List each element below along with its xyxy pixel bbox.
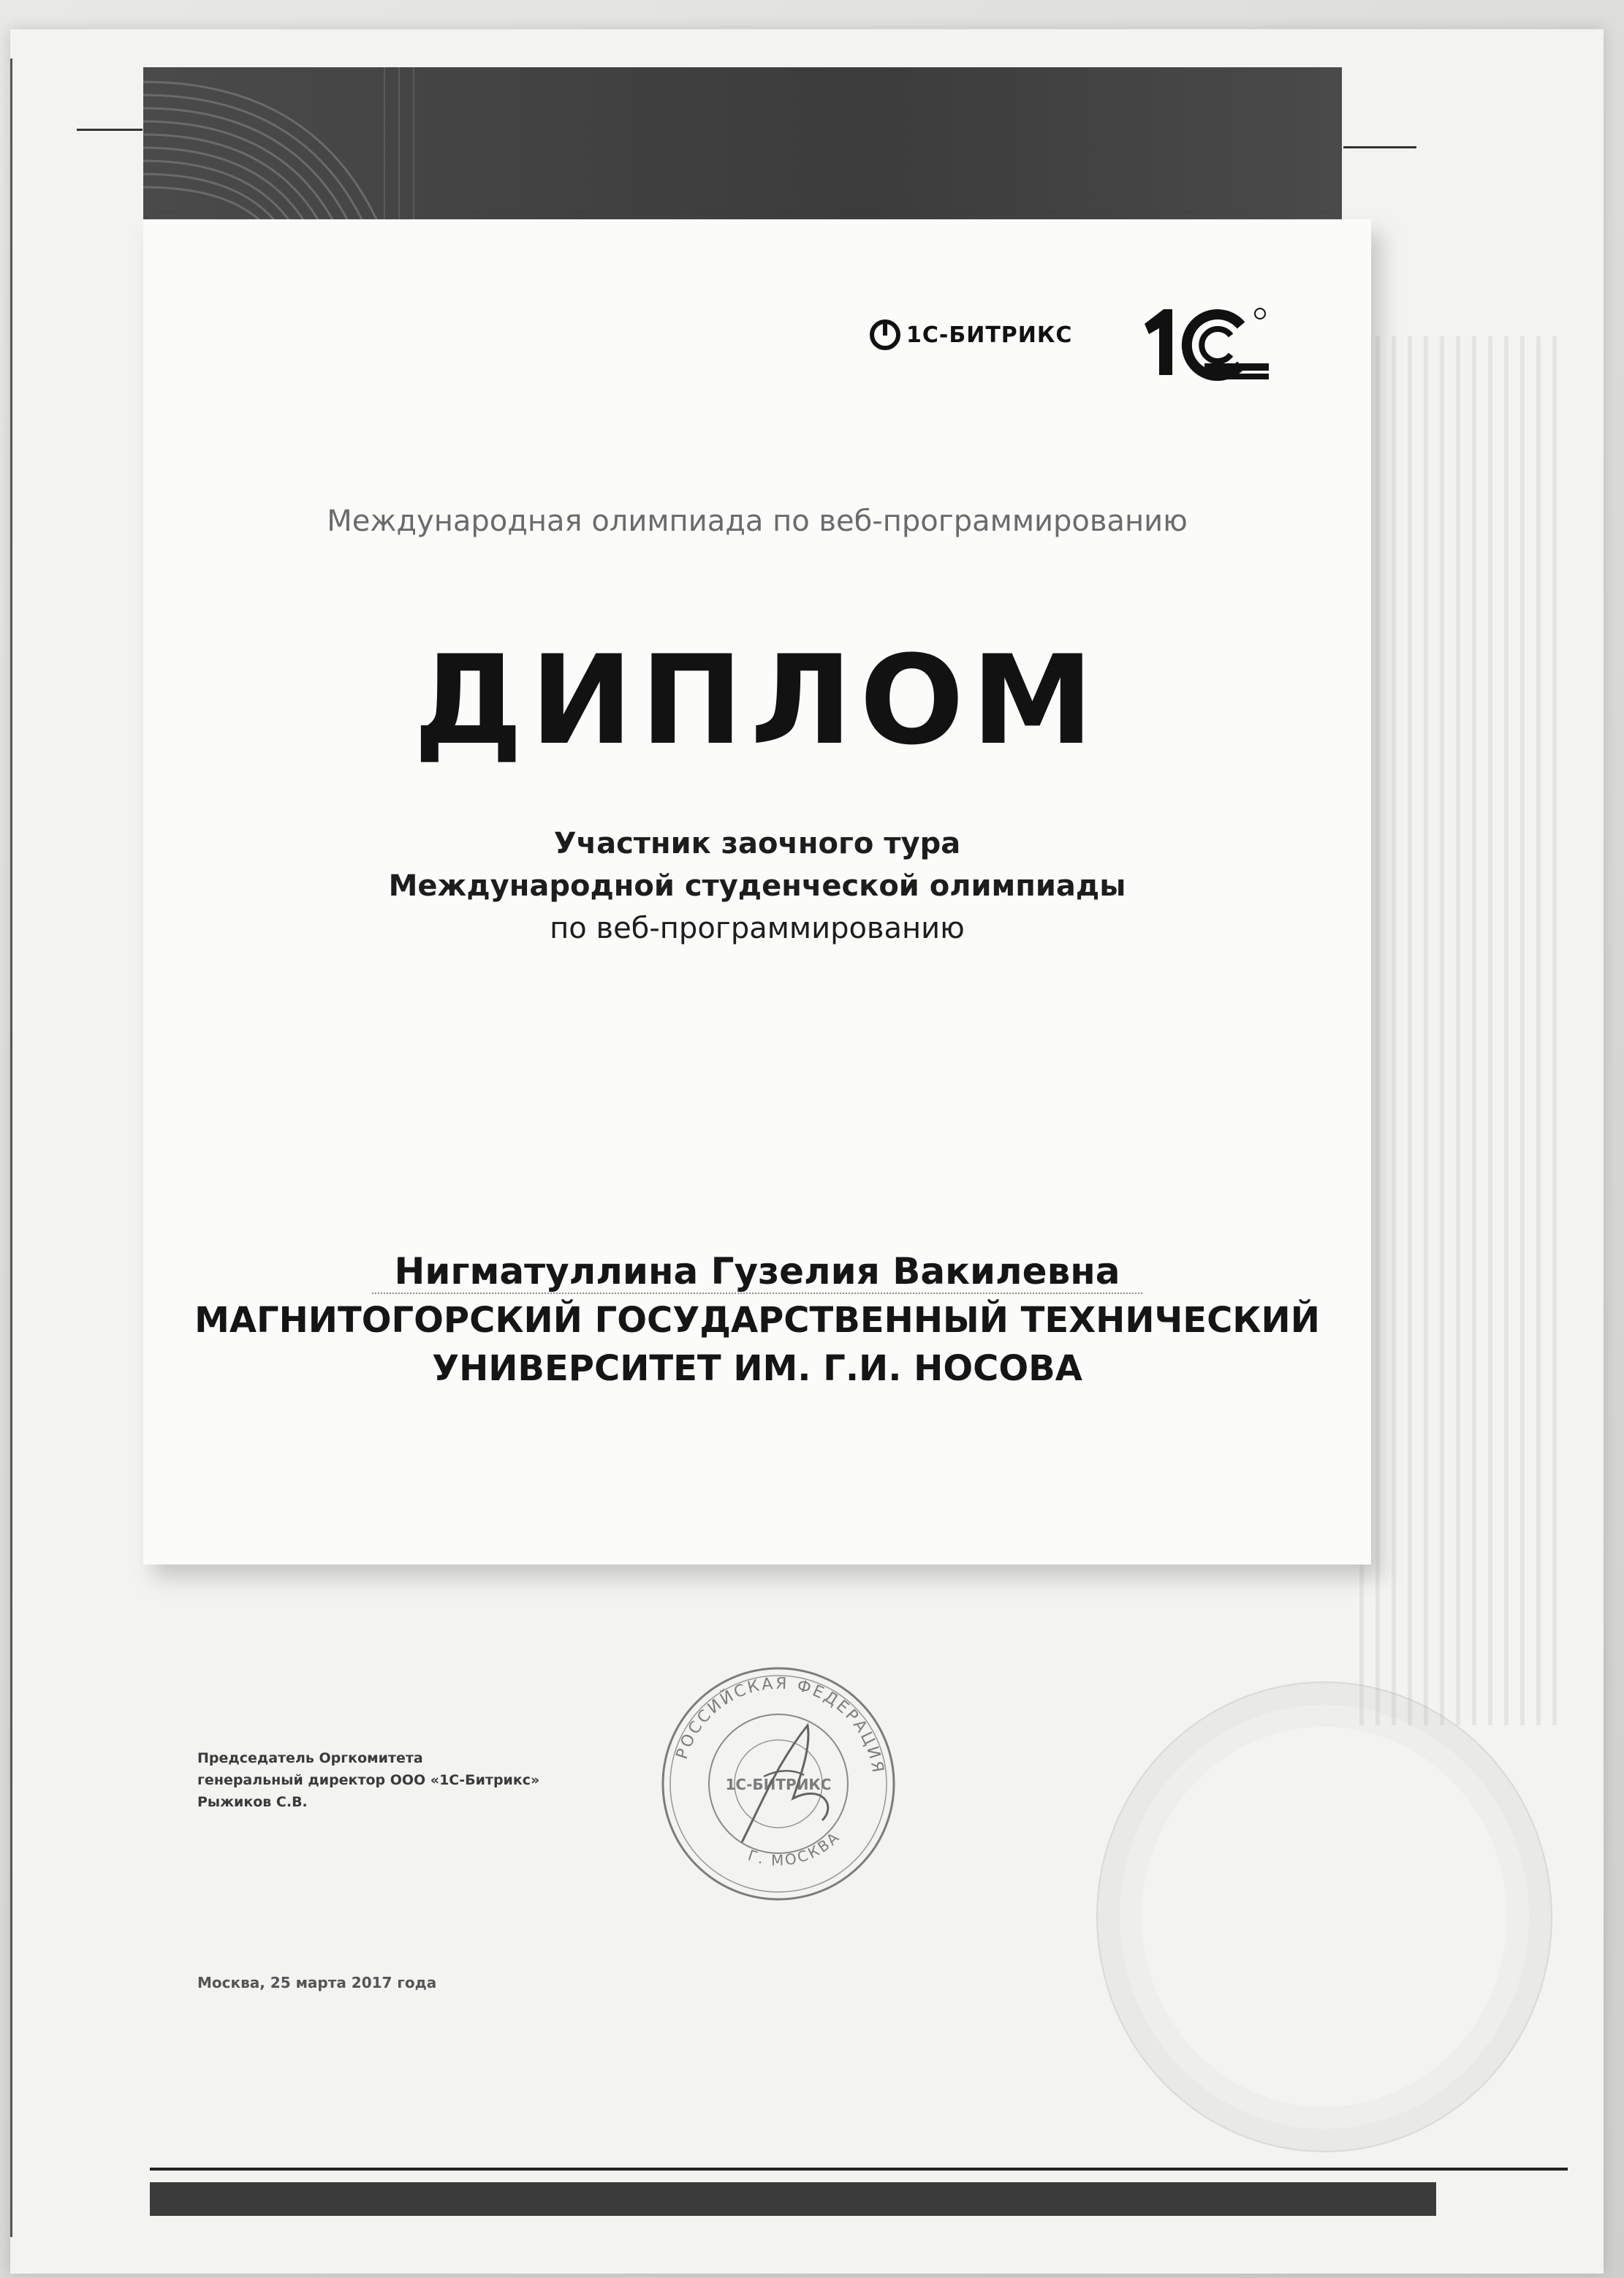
seal-bottom-text: Г. МОСКВА — [745, 1827, 844, 1869]
svg-text:РОССИЙСКАЯ ФЕДЕРАЦИЯ — [673, 1675, 887, 1776]
logos-row — [862, 303, 1272, 384]
signature-role: Председатель Оргкомитета — [197, 1750, 423, 1766]
award-line-1: Участник заочного тура — [553, 827, 961, 860]
footer-rule — [150, 2168, 1568, 2171]
recipient-university-line-1: МАГНИТОГОРСКИЙ ГОСУДАРСТВЕННЫЙ ТЕХНИЧЕСКИЙ — [194, 1300, 1320, 1341]
award-line-2: Международной студенческой олимпиады — [388, 869, 1126, 903]
onec-logo — [1131, 303, 1270, 384]
diploma-title: ДИПЛОМ — [413, 629, 1101, 772]
award-text — [143, 822, 1371, 950]
seal-inner-text: 1С-БИТРИКС — [725, 1776, 832, 1793]
background-ghost-lines — [1359, 336, 1557, 1725]
seal-outer-text: РОССИЙСКАЯ ФЕДЕРАЦИЯ — [672, 1674, 887, 1776]
recipient-university-line-2: УНИВЕРСИТЕТ ИМ. Г.И. НОСОВА — [432, 1348, 1082, 1389]
signature-name: Рыжиков С.В. — [197, 1794, 308, 1810]
sheet-edge-line — [10, 58, 12, 2237]
award-line-3: по веб-программированию — [550, 912, 965, 945]
top-right-registration-line — [1343, 146, 1416, 148]
olympiad-title: Международная олимпиада по веб-программированию — [327, 504, 1188, 538]
issue-date: Москва, 25 марта 2017 года — [197, 1974, 437, 1991]
bitrix-logo-text: 1С-БИТРИКС — [906, 322, 1073, 348]
svg-text:Г. МОСКВА — [745, 1828, 843, 1869]
bitrix-logo — [870, 319, 1072, 350]
header-decorative-band — [143, 67, 1342, 221]
footer-decorative-band — [150, 2182, 1436, 2216]
signature-position: генеральный директор ООО «1С-Битрикс» — [197, 1772, 540, 1788]
top-left-registration-line — [77, 129, 143, 131]
background-ghost-arc — [1096, 1681, 1552, 2152]
official-seal — [654, 1660, 903, 1908]
recipient-block — [143, 1250, 1371, 1390]
power-icon — [870, 319, 900, 350]
recipient-name: Нигматуллина Гузелия Вакилевна — [372, 1250, 1142, 1294]
